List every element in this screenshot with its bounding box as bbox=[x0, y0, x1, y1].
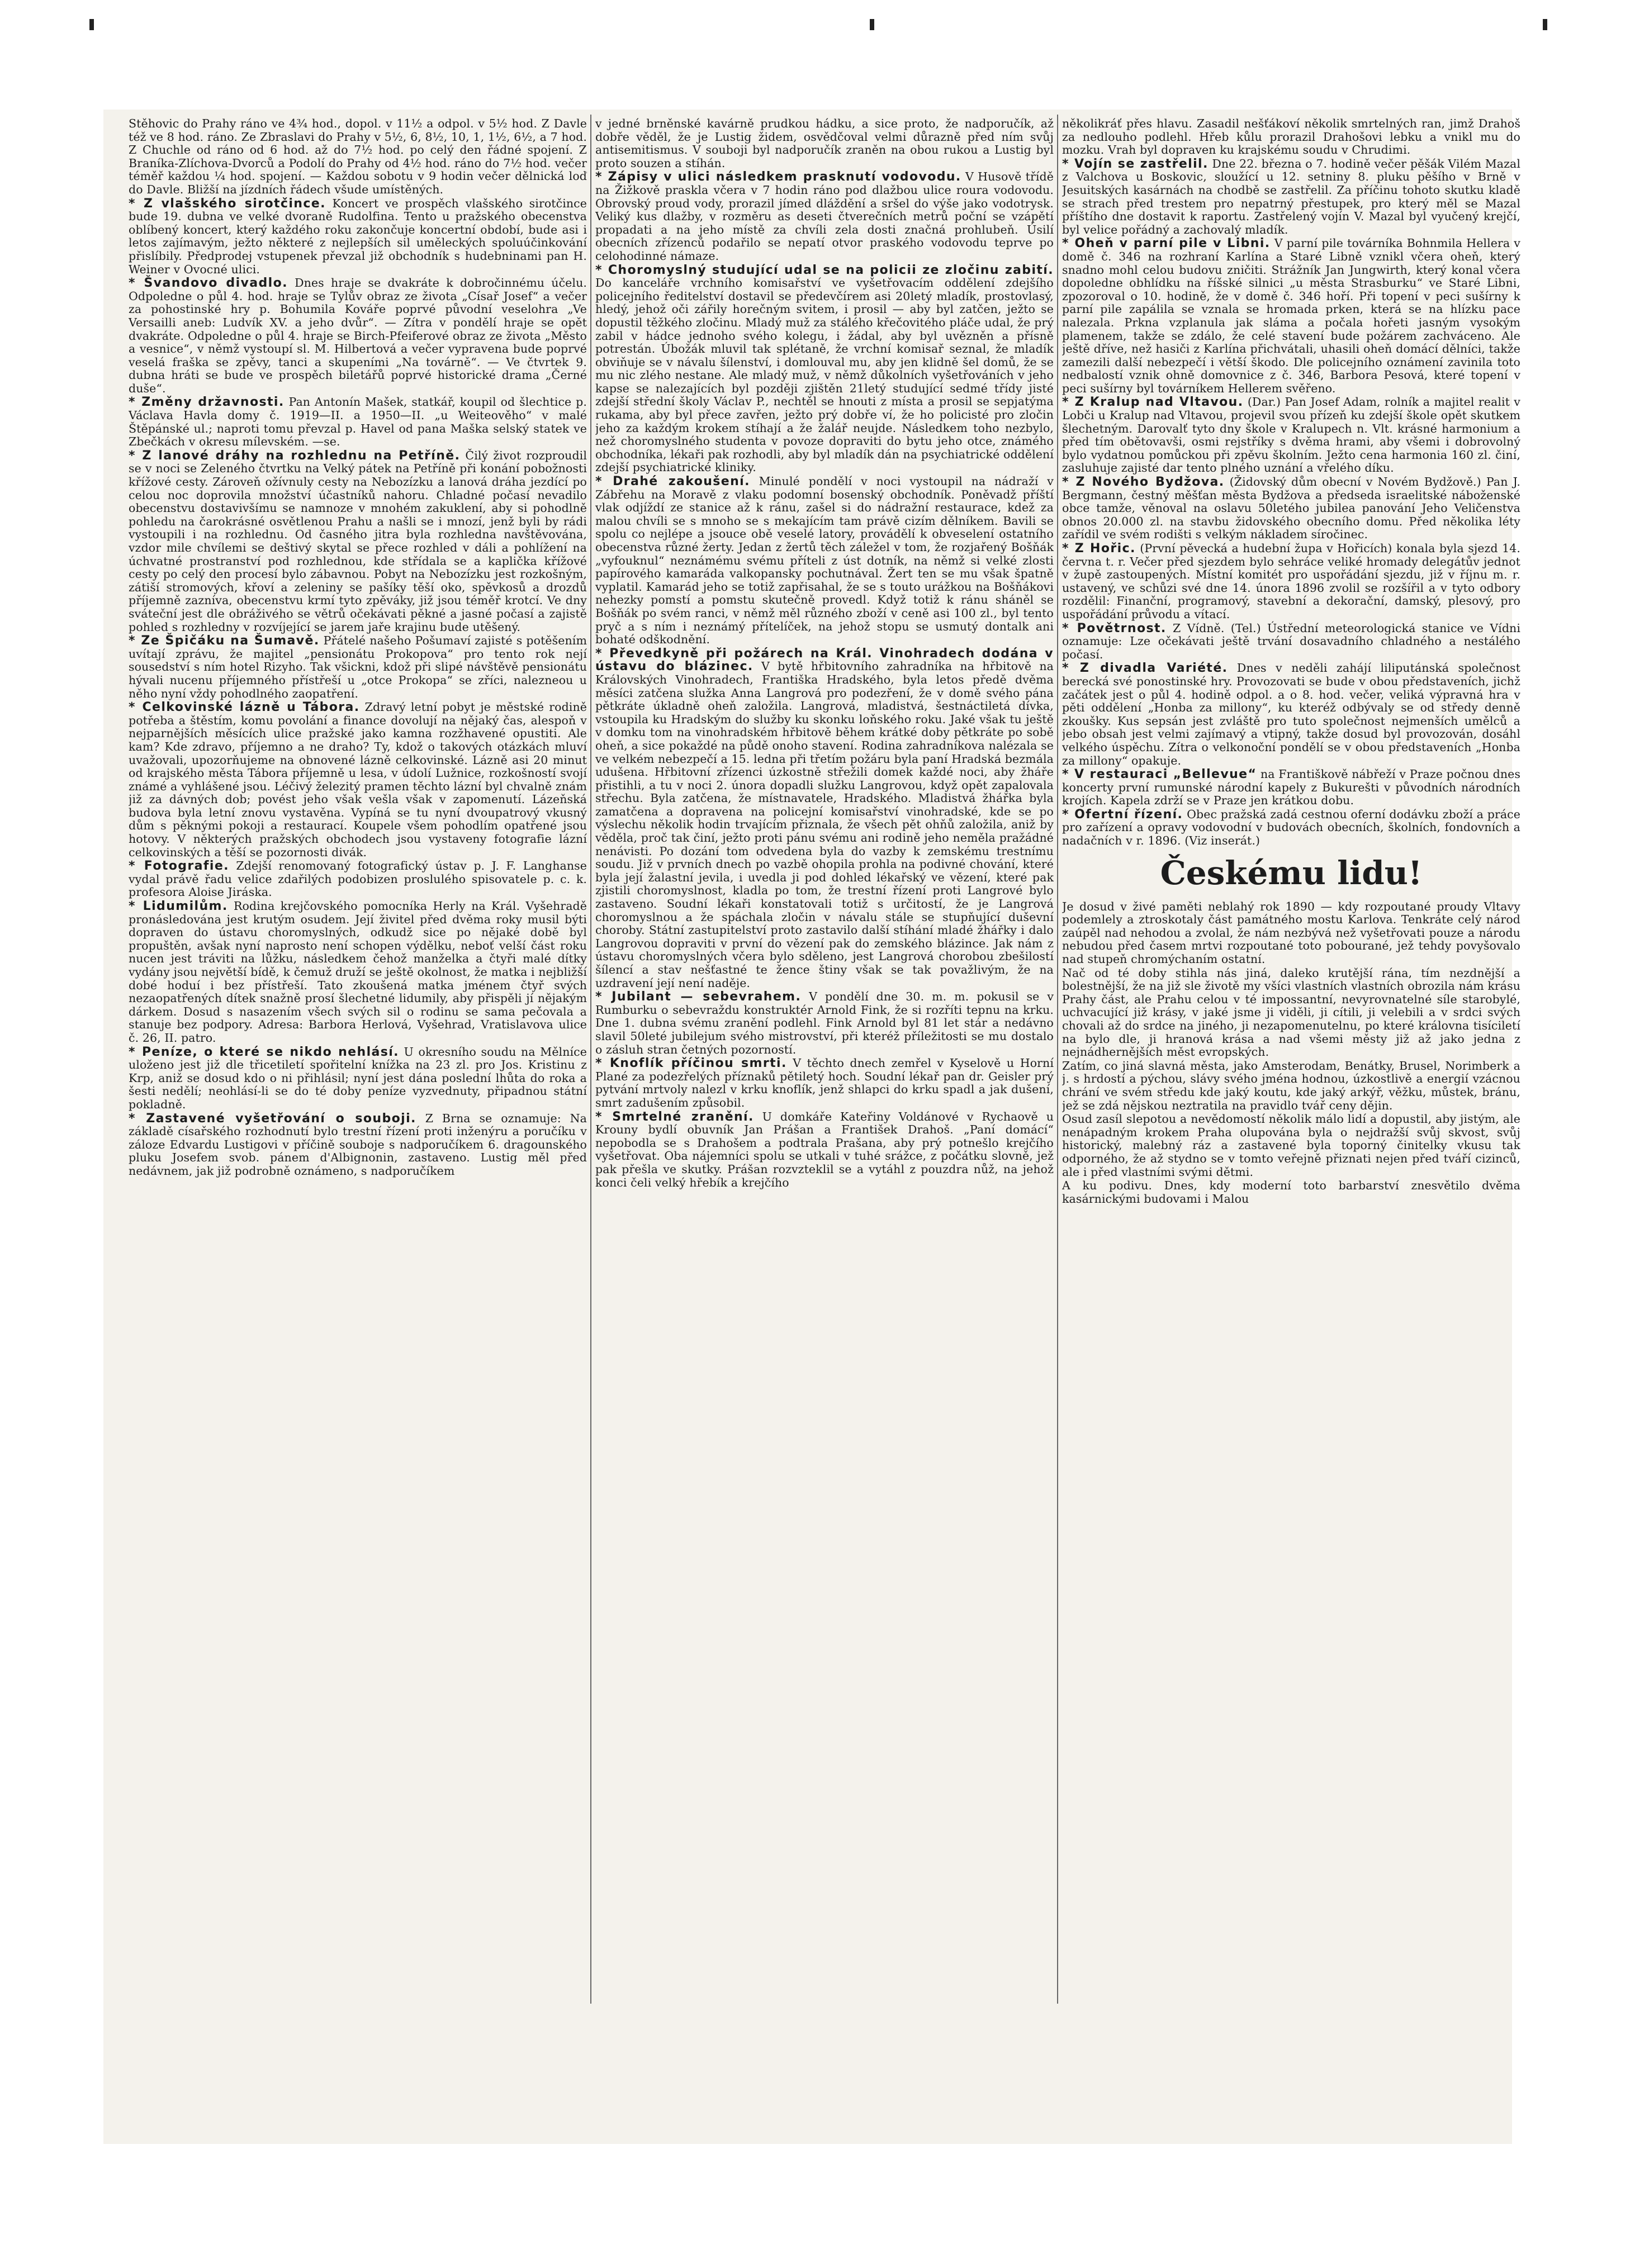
edge-mark-left bbox=[89, 19, 94, 30]
article-body: na Františkově nábřeží v Praze počnou dnes koncerty první rumunské národní kapely z Bukurešti v původních národních krojích. Kapela zdrží se v Praze jen krátkou dobu. bbox=[1062, 767, 1520, 808]
article-heading: * Z Nového Bydžova. bbox=[1062, 475, 1225, 490]
article-body: Obec pražská zadá cestnou oferní dodávku zboží a práce pro zařízení a opravy vodovodní v budovách obecních, školních, fondovních a nadačních v r. 1896. (Viz inserát.) bbox=[1062, 807, 1520, 848]
article-heading: * Z Kralup nad Vltavou. bbox=[1062, 395, 1244, 410]
article-paragraph bbox=[595, 1057, 1054, 1109]
column-2 bbox=[595, 117, 1054, 2001]
article-heading: * Celkovinské lázně u Tábora. bbox=[129, 700, 360, 715]
article-paragraph bbox=[129, 117, 587, 197]
article-body: Nač od té doby stihla nás jiná, daleko krutější rána, tím nezdnější a bolestnější, že na již sle životě my všíci vlastních vlastních obrozila nám krásu Prahy část, ale Prahu celou v té impossantní, nevyrovnatelné síle starobylé, uchvacující již krásy, v jaké jsme ji viděli, ji cítili, ji velebili a v srdci svých chovali až do srdce na jiného, ji nezapomenutelnu, po které královna tisíciletí na bylo dle, ji hranová krása a nad všemi městy již až jako jedna z nejnádhernějších měst evropských. bbox=[1062, 966, 1520, 1059]
article-body: v jedné brněnské kavárně prudkou hádku, a sice proto, že nadporučík, až dobře věděl, že je Lustig židem, osvědčoval velmi důrazně před ním svůj antisemitismus. V souboji byl nadporučík zraněn na obou rukou a Lustig byl proto souzen a stíhán. bbox=[595, 117, 1054, 170]
article-heading: * Zápisy v ulici následkem prasknutí vodovodu. bbox=[595, 170, 961, 184]
article-body: Dnes v neděli zahájí liliputánská společnost berecká své ponostinské hry. Provozovati se bude v obou představeních, jichž začátek jest o půl 4. hodině odpol. a o 8. hod. večer, veliká výpravná hra v pěti oddělení „Honba za millony“, ku kteréž odbývaly se od středy denně zkoušky. Kus sepsán jest zvláště pro tuto společnost nejmenších umělců a jebo obsah jest velmi zajímavý a vtipný, takže dosud byl provozován, dosáhl velkého úspěchu. Zítra o velkonoční pondělí se v obou představeních „Honba za millony“ opakuje. bbox=[1062, 661, 1520, 767]
article-paragraph bbox=[1062, 117, 1520, 157]
article-body: Pan Antonín Mašek, statkář, koupil od šlechtice p. Václava Havla domy č. 1919—II. a 1950—II. „u Weiteověho“ v malé Štěpánské ul.; naproti tomu převzal p. Havel od pana Maška selský statek ve Zbečkách v okresu mílevském. —se. bbox=[129, 395, 587, 449]
article-heading: * Lidumilům. bbox=[129, 899, 228, 914]
article-body: Koncert ve prospěch vlašského sirotčince bude 19. dubna ve velké dvoraně Rudolfina. Tento u pražského obecenstva oblíbený koncert, který každého roku zakončuje koncertní období, bude asi i letos zajímavým, ježto některé z nejlepších sil uměleckých spoluúčinkování přislíbily. Předprodej vstupenek převzal již obchodník s hudebninami pan H. Weiner v Ovocné ulici. bbox=[129, 196, 587, 276]
article-body: Zdravý letní pobyt je městské rodině potřeba a štěstím, komu povolání a finance dovolují na nějaký čas, alespoň v nejparnějších měsících ulice pražské jako kamna rozžhavené opustiti. Ale kam? Kde zdravo, příjemno a ne draho? Ty, kdož o takových otázkách mluví uvažovali, upozorňujeme na obnovené lázně celkovinské. Lázně asi 20 minut od krajského města Tábora příjemně u lesa, v údolí Lužnice, rozkošností svojí známé a vyhlášené jsou. Léčivý železitý pramen těchto lázní byl chvalně znám již za dávných dob; povést jeho však vešla však v zapomenutí. Lázeňská budova byla letní znovu vystavěna. Vypíná se tu nyní dvoupatrový vkusný dům s pěknými pokoji a restaurací. Koupele všem pohodlím opatřené jsou hotovy. V některých pražských obchodech jsou vystaveny fotografie lázní celkovinských a těší se pozornosti divák. bbox=[129, 700, 587, 859]
article-heading: * Povětrnost. bbox=[1062, 621, 1167, 635]
article-body: (Dar.) Pan Josef Adam, rolník a majitel realit v Lobči u Kralup nad Vltavou, projevil svou přízeň ku zdejší škole opět skutkem šlechetným. Darovalť tyto dny škole v Kralupech n. Vlt. krásné harmonium a před tím obětovavši, osmi rejstříky s dvěma hrami, aby všemi i dobrovolný bylo vydatnou pomůckou při zpěvu školním. Ježto cena harmonia 160 zl. činí, zasluhuje zajisté dar tento plného uznání a vřelého díku. bbox=[1062, 395, 1520, 475]
article-body: V těchto dnech zemřel v Kyselově u Horní Plané za podezřelých příznaků pětiletý hoch. Soudní lékař pan dr. Geisler prý pytvání mrtvoly nalezl v krku knoflík, jenž shlapci do krku spadl a jak dušení, smrt zadušením způsobil. bbox=[595, 1056, 1054, 1109]
column-1 bbox=[129, 117, 587, 2001]
article-body: V parní pile továrníka Bohnmila Hellera v domě č. 346 na rozhraní Karlína a Staré Libně vznikl včera oheň, který snadno mohl celou budovu zničiti. Strážník Jan Jungwirth, který konal včera dopoledne obhlídku na říšské silnici „u města Strasburku“ ve Staré Libni, zpozoroval o 10. hodině, že v domě č. 346 hoří. Při topení v peci sušírny k parní pile zapálila se vznala se hromada prken, která se na hlízku pace nalezala. Prkna vzplanula jak sláma a počala hořeti jasným vysokým plamenem, takže se zdálo, že celé stavení bude požárem zachváceno. Ale ještě dříve, než hasiči z Karlína přichvátali, uhasili oheň domácí dělníci, takže zamezili další nebezpečí i větší škodo. Dle policejního oznámení zavinila toto nedbalostí vznik ohně domovnice z č. 346, Barbora Pesová, které topení v peci sušírny byl továrníkem Hellerem svěřeno. bbox=[1062, 236, 1520, 395]
article-heading: * Ze Špičáku na Šumavě. bbox=[129, 634, 320, 648]
article-paragraph bbox=[595, 170, 1054, 263]
article-paragraph bbox=[1062, 158, 1520, 237]
article-heading: * Smrtelné zranění. bbox=[595, 1109, 754, 1124]
article-body: V bytě hřbitovního zahradníka na hřbitově na Královských Vinohradech, Františka Hradského, byla letos předě dvěma měsíci zatčena služka Anna Langrová pro podezření, že v domě svého pána pětkráte úkladně oheň založila. Langrová, mladistvá, šestnáctiletá dívka, vstoupila ku Hradským do služby ku skonku loňského roku. Jaké však tu ještě v domku tom na vinohradském hřbitově během krátké doby pětkráte po sobě oheň, a sice pokaždé na půdě onoho stavení. Rodina zahradníkova nalézala se ve velkém nebezpečí a 15. ledna při třetím požáru byla paní Hradská bezmála udušena. Hřbitovní zřízenci úzkostně střežili domek každé noci, aby žháře přistihli, a tu v noci 2. února dopadli služku Langrovou, když opět zapalovala střechu. Byla zatčena, že místnavatele, Hradského. Mladistvá žhářka byla zamatčena a dopravena na policejní komisařství vinohradské, kde se po výslechu několik hodin trvajícím přiznala, že všech pět ohňů založila, aniž by věděla, proč tak činí, ježto proti pánu svému ani rodině jeho neměla pražádné nenávisti. Po dozání tom odvedena byla do vazby k zemskému trestnímu soudu. Již v prvních dnech po vazbě ohopila prohla na podivné chování, které byla její žalastní jevila, i uvedla ji pod dohled lékařský ve vězení, které pak zjistili choromyslnost, kladla po tom, že trestní řízení proti Langrové bylo zastaveno. Soudní lékaři konstatovali totiž s určitostí, že je Langrová choromyslnou a že spáchala zločin v návalu stále se stupňující duševní choroby. Státní zastupitelství proto zastavilo další stíhání mladé žhářky i dalo Langrovou dopraviti v první do vězení pak do zemského blázince. Jak nám z ústavu choromyslných včera bylo sděleno, jest Langrová chorobou zbešilostí šílencí a stav nešťastné te žence štiny však se tak považlivým, že na uzdravení její není naděje. bbox=[595, 659, 1054, 990]
article-body: Rodina krejčovského pomocníka Herly na Král. Vyšehradě pronásledována jest krutým osudem. Její živitel před dvěma roky musil býti dopraven do ústavu choromyslných, odkudž sice po nějaké době byl propuštěn, avšak nyní naprosto není schopen výdělku, neboť velší část roku nucen jest tráviti na lůžku, následkem čehož manželka a čtyři malé dítky vydány jsou největší bídě, k čemuž druží se ještě okolnost, že matka i nejbližší dobé hoduí i bez přístřeší. Tato zkoušená matka jménem čtyř svých nezaopatřených dítek snažně prosí šlechetné lidumily, aby přispěli jí nějakým dárkem. Dosud s nasazením všech svých sil o rodinu se sama pečovala a stanuje bez podpory. Adresa: Barbora Herlová, Vyšehrad, Vratislavova ulice č. 26, II. patro. bbox=[129, 899, 587, 1045]
article-body: U okresního soudu na Mělníce uloženo jest již dle třicetiletí spořitelní knížka na 23 zl. pro Jos. Kristinu z Krp, aniž se dosud kdo o ni přihlásil; nyní jest dána poslední lhůta do roka a šesti nedělí; neohlásí-li se do té doby peníze vyzvednuty, připadnou státní pokladně. bbox=[129, 1045, 587, 1111]
article-heading: * Z lanové dráhy na rozhlednu na Petříně. bbox=[129, 448, 461, 463]
article-heading: * Ofertní řízení. bbox=[1062, 807, 1183, 822]
article-paragraph bbox=[1062, 768, 1520, 808]
article-paragraph bbox=[595, 647, 1054, 990]
article-paragraph bbox=[129, 1046, 587, 1112]
article-paragraph bbox=[129, 860, 587, 899]
article-body: V pondělí dne 30. m. m. pokusil se v Rumburku o sebevraždu konstruktér Arnold Fink, že si rozříti tepnu na krku. Dne 1. dubna svému zranění podlehl. Fink Arnold byl 81 let stár a nedávno slavil 50leté jubilejum svého mistrovství, při kteréž příležitosti se mu dostalo o zásluh stran četných pozorností. bbox=[595, 990, 1054, 1056]
article-body: Zdejší renomovaný fotografický ústav p. J. F. Langhanse vydal právě řadu velice zdařilých podobizen proslulého spisovatele p. c. k. profesora Aloise Jiráska. bbox=[129, 859, 587, 899]
article-heading: * Oheň v parní pile v Libni. bbox=[1062, 236, 1271, 251]
article-paragraph bbox=[129, 396, 587, 448]
article-body: Minulé pondělí v noci vystoupil na nádraží v Zábřehu na Moravě z vlaku podomní bosenský obchodník. Poněvadž příští vlak odjíždí ze stanice až k ránu, zašel si do nádražní restaurace, kdež za malou chvíli se s mnoho se s mekajícím tam právě cizím dělníkem. Bavili se spolu co nejlépe a jsouce obě veselé latory, provádělí k obveselení ostatního obecenstva různé žerty. Jedan z žertů těch záležel v tom, že rozjařený Bošňák „vyfouknul“ neznámému svému příteli z úst dotník, na němž si velké zlosti papírového kamaráda valkopansky pochutnával. Žert ten se mu však špatně vyplatil. Kamarád jeho se totiž zapřisahal, že se s touto urážkou na Bošňákovi nehezky pomstí a pomstu skutečně provedl. Když totiž k ránu sháněl se Bošňák po svém ranci, v němž měl různého zboží v ceně asi 100 zl., byl tento pryč a s ním i neznámý přítelíček, na jehož stopu se usmutý dontalk ani bohaté odškodnění. bbox=[595, 475, 1054, 647]
article-paragraph bbox=[1062, 1113, 1520, 1179]
article-paragraph bbox=[1062, 1179, 1520, 1206]
article-heading: * Změny državnosti. bbox=[129, 395, 285, 410]
article-paragraph bbox=[129, 197, 587, 277]
article-paragraph bbox=[595, 1111, 1054, 1190]
article-paragraph bbox=[1062, 662, 1520, 767]
article-heading: * Z divadla Variété. bbox=[1062, 661, 1228, 676]
article-paragraph bbox=[1062, 967, 1520, 1059]
article-paragraph bbox=[1062, 900, 1520, 966]
article-body: Dnes hraje se dvakráte k dobročinnému účelu. Odpoledne o půl 4. hod. hraje se Tylův obraz ze života „Císař Josef“ a večer za pohostinské hry p. Bohumila Kováře poprvé původní veselohra „Ve Versailli aneb: Ludvík XV. a jeho dvůr“. — Zítra v pondělí hraje se opět dvakráte. Odpoledne o půl 4. hraje se Birch-Pfeiferové obraz ze života „Město a vesnice“, v němž vystoupí sl. M. Hilbertová a večer vypravena bude poprvé veselá fraška se zpěvy, tanci a skupeními „Na továrně“. — Ve čtvrtek 9. dubna hráti se bude ve prospěch biletářů poprvé historické drama „Černé duše“. bbox=[129, 276, 587, 395]
article-paragraph bbox=[129, 277, 587, 395]
article-heading: * Jubilant — sebevrahem. bbox=[595, 990, 802, 1004]
article-paragraph bbox=[595, 990, 1054, 1056]
column-rule-1 bbox=[590, 115, 591, 2004]
column-3 bbox=[1062, 117, 1520, 2001]
article-heading: * Peníze, o které se nikdo nehlásí. bbox=[129, 1045, 399, 1059]
article-paragraph bbox=[129, 1112, 587, 1178]
column-rule-2 bbox=[1057, 115, 1058, 2004]
article-heading: * V restauraci „Bellevue“ bbox=[1062, 767, 1257, 782]
article-paragraph bbox=[129, 900, 587, 1045]
article-paragraph bbox=[595, 475, 1054, 647]
article-body: Do kanceláře vrchního komisařství ve vyšetřovacím oddělení zdejšího policejního ředitelství dostavil se předevčírem asi 20letý mladík, prostovlasý, hledý, jehož oči zářily horečným svitem, i prosil — aby byl zatčen, ježto se dopustil těžkého zločinu. Mladý muž za stálého křečovitého pláče udal, že prý zabil v hádce jednoho svého kolegu, i žádal, aby byl uvězněn a přísně potrestán. Úbožák mluvil tak splétaně, že vrchní komisař seznal, že mladík obviňuje se v návalu šílenství, i domlouval mu, aby jen klidně šel domů, že se mu nic zlého nestane. Ale mladý muž, v němž důkolních vyšetřováních v jeho kapse se nalezajících byl později zjištěn 21letý studující sedmé třídy jisté zdejší střední školy Václav P., nechtěl se hnouti z místa a prosil se sepjatýma rukama, aby byl přece zavřen, ježto prý dobře ví, že ho policisté pro zločin jeho za každým krokem stíhají a že žalář neujde. Následkem toho nezbylo, než choromyslného studenta v povoze dopraviti do bytu jeho otce, známého obchodníka, lékaři pak rozhodli, aby byl mladík dán na psychiatrické oddělení zdejší psychiatrické kliniky. bbox=[595, 276, 1054, 475]
article-body: několikráť přes hlavu. Zasadil nešťákoví několik smrtelných ran, jimž Drahoš za nedlouho podlehl. Hřeb kůlu prorazil Drahošovi lebku a vnikl mu do mozku. Vrah byl dopraven ku krajskému soudu v Chrudimi. bbox=[1062, 117, 1520, 157]
article-paragraph bbox=[1062, 237, 1520, 395]
article-body: Je dosud v živé paměti neblahý rok 1890 — kdy rozpoutané proudy Vltavy podemlely a ztroskotaly část památného mostu Karlova. Tenkráte celý národ zaúpěl nad nehodou a zvolal, že nám nezbývá než vyšetřovati pouze a národu nebudou před časem mrtvi rozpoutané toto pobourané, jež tehdy povyšovalo nad stupeň chromýchaním ostatní. bbox=[1062, 899, 1520, 966]
article-paragraph bbox=[1062, 1060, 1520, 1112]
article-body: V Husově třídě na Žižkově praskla včera v 7 hodin ráno pod dlažbou ulice roura vodovodu. Obrovský proud vody, prorazil jímed dláždění a sršel do výše jako vodotrysk. Veliký kus dlažby, v rozměru as deseti čtverečních metrů poční se vzápětí propadati a na jeho místě za chvíli zela dosti značná prohlubeň. Úsilí obecních zřízenců podařilo se nepatí otvor praského vodovodu teprve po celohodinné námaze. bbox=[595, 170, 1054, 263]
article-paragraph bbox=[1062, 396, 1520, 475]
article-body: Z Brna se oznamuje: Na základě císařského rozhodnutí bylo trestní řízení proti inženýru a poručíku v záloze Edvardu Lustigovi v příčině souboje s nadporučíkem 6. dragounského pluku Josefem svob. pánem d'Albignonin, zastaveno. Lustig měl před nedávnem, jak již podrobně oznámeno, s nadporučíkem bbox=[129, 1111, 587, 1178]
appeal-title: Českému lidu! bbox=[1160, 853, 1423, 892]
article-heading: * Choromyslný studující udal se na policii ze zločinu zabití. bbox=[595, 263, 1054, 277]
article-body: (Židovský dům obecní v Novém Bydžově.) Pan J. Bergmann, čestný měšťan města Bydžova a předseda israelitské náboženské obce tamže, věnoval na oslavu 50letého jubilea panování Jeho Veličenstva obnos 20.000 zl. na stavbu židovského obecního domu. Před několika léty zařídil ve svém rodišti s velkým nákladem síročinec. bbox=[1062, 475, 1520, 542]
edge-mark-right bbox=[1543, 19, 1547, 30]
article-body: Zatím, co jiná slavná města, jako Amsterodam, Benátky, Brusel, Norimberk a j. s hrdostí a pýchou, slávy svého jména hodnou, úzkostlivě a energií vzácnou chrání ve svém středu kde jaký koutu, kde jaký arkýř, věžku, můstek, bránu, jež se zdá nějskou neztratila na pravidlo tvář ceny dějin. bbox=[1062, 1059, 1520, 1112]
article-paragraph bbox=[129, 634, 587, 700]
article-body: A ku podivu. Dnes, kdy moderní toto barbarství znesvětilo dvěma kasárnickými budovami i Malou bbox=[1062, 1179, 1520, 1206]
article-heading: * Z vlašského sirotčince. bbox=[129, 196, 326, 211]
article-body: Stěhovic do Prahy ráno ve 4¾ hod., dopol. v 11½ a odpol. v 5½ hod. Z Davle též ve 8 hod. ráno. Ze Zbraslavi do Prahy v 5½, 6, 8½, 10, 1, 1½, 6½, a 7 hod. Z Chuchle od ráno od 6 hod. až do 7½ hod. po celý den řádné spojení. Z Braníka-Zlíchova-Dvorců a Podolí do Prahy od 4½ hod. ráno do 7½ hod. večer téměř každou ¼ hod. spojení. — Každou sobotu v 9 hodin večer dělnická loď do Davle. Bližší na jízdních řádech všude umístěných. bbox=[129, 117, 587, 196]
article-paragraph bbox=[595, 117, 1054, 170]
article-body: Z Vídně. (Tel.) Ústřední meteorologická stanice ve Vídni oznamuje: Lze očekávati ještě trvání dosavadního chladného a nestálého počasí. bbox=[1062, 621, 1520, 661]
article-heading: * Vojín se zastřelil. bbox=[1062, 156, 1209, 171]
article-heading: * Převedkyně při požárech na Král. Vinohradech dodána v ústavu do blázinec. bbox=[595, 646, 1054, 674]
article-heading: * Z Hořic. bbox=[1062, 542, 1136, 556]
edge-mark-mid bbox=[870, 19, 874, 30]
article-heading: * Knoflík příčinou smrti. bbox=[595, 1056, 787, 1071]
article-body: U domkáře Kateřiny Voldánové v Rychaově u Krouny bydlí obuvník Jan Prášan a František Drahoš. „Paní domácí“ nepobodla se s Drahošem a podtrala Prašana, aby prý potnešlo krejčího vyšetřovat. Oba nájemníci spolu se utkali v tuhé srážce, z počátku slovně, jež pak přešla ve skutky. Prášan rozvzteklil se a vytáhl z pouzdra nůž, na jehož konci čeli velký hřebík a krejčího bbox=[595, 1109, 1054, 1189]
article-heading: * Drahé zakoušení. bbox=[595, 475, 750, 489]
article-heading: * Fotografie. bbox=[129, 859, 229, 874]
article-paragraph bbox=[1062, 476, 1520, 542]
article-body: (První pěvecká a hudební župa v Hořicích) konala byla sjezd 14. června t. r. Večer před sjezdem bylo sehráce veliké hromady delegátův jednot v župě zastoupených. Místní komitét pro uspořádání sjezdu, již v říjnu m. r. ustavený, ve schůzi své dne 14. února 1896 zvolil se rozšířil a v tyto odbory rozdělil: Finanční, programový, stavební a dekorační, damský, plesový, pro uspořádání průvodu a vítací. bbox=[1062, 542, 1520, 621]
article-body: Čilý život rozproudil se v noci se Zeleného čtvrtku na Velký pátek na Petříně při konání pobožnosti křížové cesty. Zároveň ožívnuly cesty na Nebozízku a lanová dráha jezdící po celou noc doprovila množství účastníků nahoru. Chladné počasí nevadilo obecenstvu dostavivšímu se namnoze v mnohém zakuklení, aby si pohodlně pohledu na čarokrásné osvětlenou Prahu a našli se i mnozí, jenž byli by rádi vystoupili i na rozhlednu. Od časného jitra byla rozhledna navštěvována, vzdor mile chvílemi se deštivý skytal se přece rozhled v dáli a pohlížení na úchvatné prostranství pod rozhlednou, kde střídala se a kaplička křížové cesty po celý den procesí bylo zábavnou. Pobyt na Nebozízku jest rozkošným, zátiší stromových, křoví a zeleniny se pašíky těší oko, spěvkosů a drozdů příjemně zazníva, obecenstvu krmí tyto zpěváky, již jsou téměř krotcí. Ve dny sváteční jest dle obráživého se větrů očekávati pěkné a jasné počasí a zajistě pohled s rozhledny v rozvíjející se jarem jaře krajinu bude utěšený. bbox=[129, 448, 587, 634]
article-paragraph bbox=[129, 701, 587, 859]
article-paragraph bbox=[1062, 622, 1520, 662]
article-paragraph bbox=[1062, 808, 1520, 848]
article-body: Přátelé našeho Pošumaví zajisté s potěšením uvítají zprávu, že majitel „pensionátu Prokopova“ pro tento rok nejí sousedství s ním hotel Rizyho. Tak všickni, kdož při slipé návštěvě pensionátu hývali nucenu příjemného přístřeší u „otce Prokopa“ se zříci, nalezneou u něho nyní vždy pohodlného zaopatření. bbox=[129, 634, 587, 700]
article-body: Osud zasíl slepotou a nevědomostí několik málo lidí a dopustil, aby jistým, ale nenápadným krokem Praha olupována byla o nejdražší svůj skvost, svůj historický, malebný ráz a zastavené byla toporný činitelky vkusu tak odporného, že až stydno se v tomto veřejně přiznati nejen před tváří cizinců, ale i před vlastními svými dětmi. bbox=[1062, 1112, 1520, 1179]
article-heading: * Švandovo divadlo. bbox=[129, 276, 288, 291]
article-body: Dne 22. března o 7. hodině večer pěšák Vilém Mazal z Valchova u Boskovic, sloužící u 12. setniny 8. pluku pěšího v Brně v Jesuitských kasárnách na chodbě se zastřelil. Za příčinu tohoto skutku kladě se strach před trestem pro nepatrný přestupek, pro který měl se Mazal příštího dne dostavit k raportu. Zastřelený vojín V. Mazal byl vyučený krejčí, byl velice pořádný a zachovalý mladík. bbox=[1062, 156, 1520, 236]
article-paragraph bbox=[1062, 542, 1520, 621]
article-paragraph bbox=[595, 264, 1054, 475]
article-paragraph bbox=[129, 449, 587, 634]
article-heading: * Zastavené vyšetřování o souboji. bbox=[129, 1111, 416, 1126]
